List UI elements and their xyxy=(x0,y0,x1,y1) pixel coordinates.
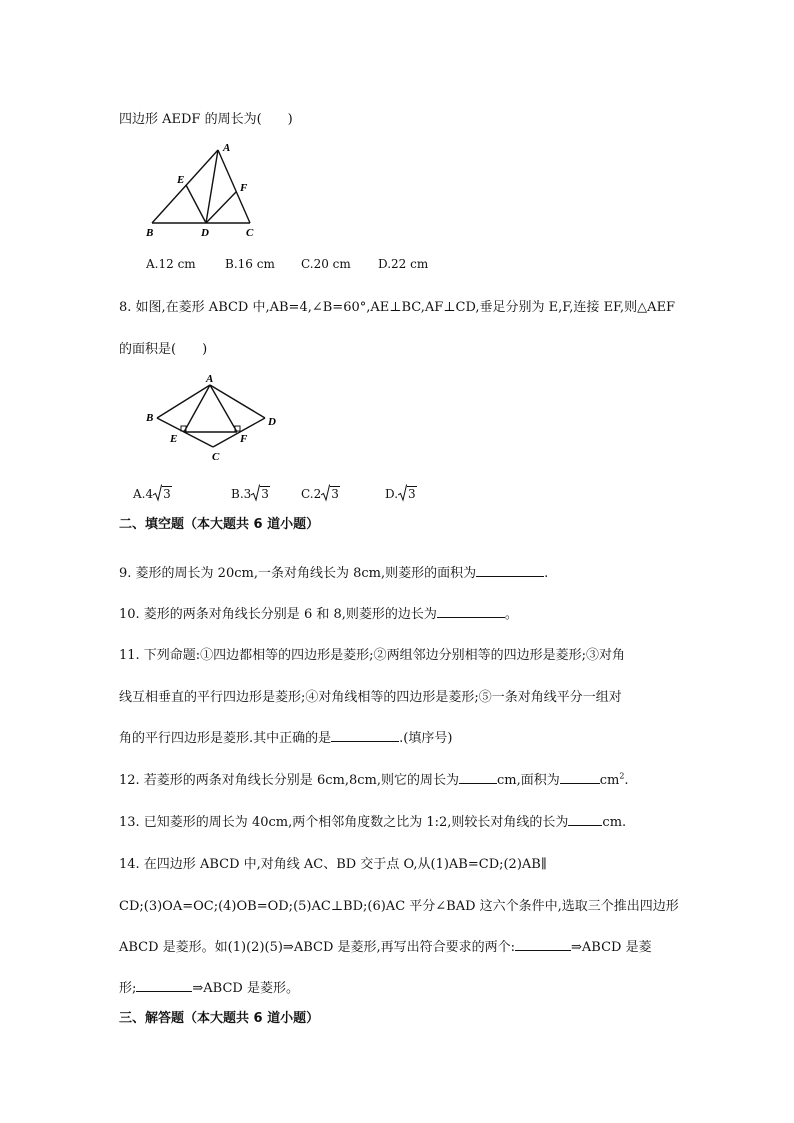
section-heading-solutions: 三、解答题（本大题共 6 道小题） xyxy=(119,1011,320,1026)
q8-option-d-radicand: 3 xyxy=(408,487,416,501)
segment-ae xyxy=(184,385,210,432)
sqrt-symbol xyxy=(153,484,172,502)
label-c: C xyxy=(246,227,254,239)
q13-stem xyxy=(119,811,626,830)
q7-figure xyxy=(140,140,270,240)
q10-answer-blank[interactable] xyxy=(437,606,505,618)
label-b: B xyxy=(146,412,154,424)
q11-line3-end: .(填序号) xyxy=(399,731,453,746)
q8-stem-line2: 的面积是( ) xyxy=(119,342,208,357)
q12-area-blank[interactable] xyxy=(560,772,600,784)
q8-option-a-radicand: 3 xyxy=(163,487,171,501)
q9-text: 9. 菱形的周长为 20cm,一条对角线长为 8cm,则菱形的面积为 xyxy=(119,566,477,581)
q7-option-a: A.12 cm xyxy=(146,257,196,271)
label-a: A xyxy=(223,142,231,154)
q14-line2: CD;(3)OA=OC;(4)OB=OD;(5)AC⊥BD;(6)AC 平分∠BAD 这六个条件中,选取三个推出四边形 xyxy=(119,899,679,914)
q8-option-c-radicand: 3 xyxy=(331,487,339,501)
q8-option-d xyxy=(385,484,417,502)
q11-line3 xyxy=(119,727,452,746)
q10-end: 。 xyxy=(504,607,518,622)
q11-line2: 线互相垂直的平行四边形是菱形;④对角线相等的四边形是菱形;⑤一条对角线平分一组对 xyxy=(119,690,622,705)
q8-stem-line1: 8. 如图,在菱形 ABCD 中,AB=4,∠B=60°,AE⊥BC,AF⊥CD,垂足分别为 E,F,连接 EF,则△AEF xyxy=(119,300,676,315)
q8-option-b-prefix: B.3 xyxy=(231,487,252,501)
label-f: F xyxy=(240,182,248,194)
sqrt-symbol xyxy=(251,484,270,502)
q14-line3-text: ABCD 是菱形。如(1)(2)(5)⇒ABCD 是菱形,再写出符合要求的两个: xyxy=(119,940,516,955)
q12-superscript: 2 xyxy=(619,771,625,781)
sqrt-symbol xyxy=(398,484,417,502)
label-c: C xyxy=(212,451,220,463)
q12-text-d: . xyxy=(624,773,629,788)
q7-stem: 四边形 AEDF 的周长为( ) xyxy=(119,112,293,127)
sqrt-symbol xyxy=(321,484,340,502)
segment-ab xyxy=(157,385,210,418)
q9-end: . xyxy=(544,566,549,581)
segment-ed xyxy=(186,185,206,223)
q8-option-b xyxy=(231,484,270,502)
q9-answer-blank[interactable] xyxy=(476,565,544,577)
q10-stem xyxy=(119,603,518,622)
label-e: E xyxy=(170,433,178,445)
q8-option-a-prefix: A.4 xyxy=(133,487,154,501)
q11-line1: 11. 下列命题:①四边都相等的四边形是菱形;②两组邻边分别相等的四边形是菱形;③对角 xyxy=(119,648,625,663)
q9-stem xyxy=(119,562,548,581)
q13-answer-blank[interactable] xyxy=(568,814,602,826)
q11-answer-blank[interactable] xyxy=(331,730,399,742)
q7-option-b: B.16 cm xyxy=(225,257,275,271)
q7-option-c: C.20 cm xyxy=(301,257,351,271)
q14-line4-text: 形; xyxy=(119,981,137,996)
q14-line4 xyxy=(119,977,299,996)
q8-option-c-prefix: C.2 xyxy=(301,487,322,501)
q8-figure xyxy=(140,370,290,465)
q12-text-a: 12. 若菱形的两条对角线长分别是 6cm,8cm,则它的周长为 xyxy=(119,773,459,788)
q12-stem xyxy=(119,769,629,788)
label-b: B xyxy=(146,227,154,239)
q10-text: 10. 菱形的两条对角线长分别是 6 和 8,则菱形的边长为 xyxy=(119,607,437,622)
q14-line3-end: ⇒ABCD 是菱 xyxy=(571,940,652,955)
q8-option-c xyxy=(301,484,340,502)
q14-answer-blank-2[interactable] xyxy=(136,980,192,992)
q14-line1: 14. 在四边形 ABCD 中,对角线 AC、BD 交于点 O,从(1)AB=CD;(2)AB∥ xyxy=(119,857,547,872)
q8-option-d-prefix: D. xyxy=(385,487,399,501)
q12-text-b: cm,面积为 xyxy=(496,773,560,788)
q13-text-b: cm. xyxy=(602,815,627,830)
label-a: A xyxy=(206,373,214,385)
label-d: D xyxy=(268,416,276,428)
q14-line3 xyxy=(119,936,652,955)
q11-line3-text: 角的平行四边形是菱形.其中正确的是 xyxy=(119,731,332,746)
q13-text-a: 13. 已知菱形的周长为 40cm,两个相邻角度数之比为 1:2,则较长对角线的长为 xyxy=(119,815,569,830)
q14-line4-end: ⇒ABCD 是菱形。 xyxy=(192,981,299,996)
segment-ad xyxy=(210,385,265,418)
q12-perimeter-blank[interactable] xyxy=(459,772,497,784)
label-f: F xyxy=(240,433,248,445)
q7-option-d: D.22 cm xyxy=(378,257,429,271)
q14-answer-blank-1[interactable] xyxy=(515,939,571,951)
section-heading-fill-in: 二、填空题（本大题共 6 道小题） xyxy=(119,517,320,532)
q12-text-c: cm xyxy=(599,773,620,788)
label-e: E xyxy=(177,174,185,186)
q8-option-b-radicand: 3 xyxy=(261,487,269,501)
segment-af xyxy=(210,385,237,432)
q8-option-a xyxy=(133,484,172,502)
label-d: D xyxy=(201,227,209,239)
